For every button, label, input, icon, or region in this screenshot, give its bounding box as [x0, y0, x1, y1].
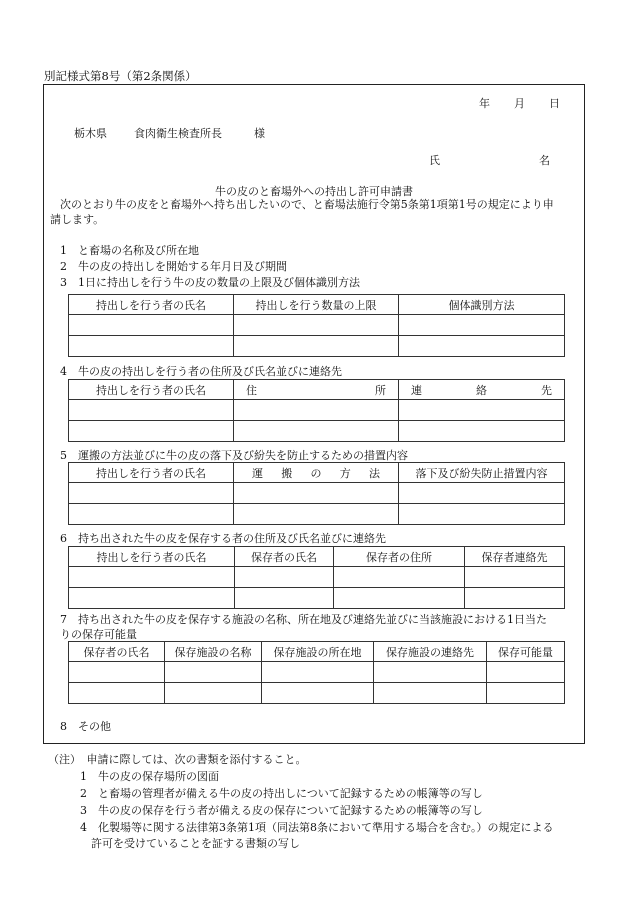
note-2: 2 と畜場の管理者が備える牛の皮の持出しについて記録するための帳簿等の写し — [80, 787, 483, 800]
table-carrier — [68, 379, 565, 442]
table-row — [69, 567, 565, 588]
date-day: 日 — [549, 97, 560, 110]
notes-header: （注） 申請に際しては、次の書類を添付すること。 — [48, 753, 307, 766]
header-cell: 運 搬 の 方 法 — [234, 463, 399, 483]
header-cell: 保存施設の所在地 — [262, 642, 374, 662]
header-cell: 住 所 — [234, 380, 399, 400]
header-cell: 連 絡 先 — [399, 380, 565, 400]
header-cell: 保存者の氏名 — [69, 642, 165, 662]
table-row — [69, 504, 565, 525]
item-6: 6 持ち出された牛の皮を保存する者の住所及び氏名並びに連絡先 — [60, 532, 386, 545]
addressee-prefecture: 栃木県 — [74, 127, 107, 140]
header-cell: 持出しを行う者の氏名 — [69, 295, 234, 315]
applicant-shi: 氏 — [429, 154, 440, 167]
header-cell: 持出しを行う者の氏名 — [69, 547, 235, 567]
table-transport — [68, 462, 565, 525]
item-8: 8 その他 — [60, 720, 111, 733]
date-year: 年 — [479, 97, 490, 110]
item-4: 4 牛の皮の持出しを行う者の住所及び氏名並びに連絡先 — [60, 365, 342, 378]
table-row — [69, 400, 565, 421]
table-keeper — [68, 546, 565, 609]
table-row — [69, 683, 565, 704]
header-cell: 保存者の氏名 — [235, 547, 334, 567]
table-row — [69, 315, 565, 336]
table-facility — [68, 641, 565, 704]
addressee-honorific: 様 — [254, 127, 265, 140]
note-1: 1 牛の皮の保存場所の図面 — [80, 770, 219, 783]
applicant-mei: 名 — [539, 154, 550, 167]
header-cell: 落下及び紛失防止措置内容 — [399, 463, 565, 483]
table-row — [69, 588, 565, 609]
addressee-office: 食肉衛生検査所長 — [134, 127, 222, 140]
note-3: 3 牛の皮の保存を行う者が備える皮の保存について記録するための帳簿等の写し — [80, 804, 483, 817]
intro-line-2: 請します。 — [50, 213, 105, 226]
document-title: 牛の皮のと畜場外への持出し許可申請書 — [215, 185, 413, 198]
header-cell: 持出しを行う者の氏名 — [69, 380, 234, 400]
intro-line-1: 次のとおり牛の皮をと畜場外へ持ち出したいので、と畜場法施行令第5条第1項第1号の規定により申 — [60, 198, 554, 211]
header-cell: 保存者連絡先 — [465, 547, 565, 567]
header-cell: 持出しを行う者の氏名 — [69, 463, 234, 483]
item-3: 3 1日に持出しを行う牛の皮の数量の上限及び個体識別方法 — [60, 276, 360, 289]
header-cell: 個体識別方法 — [399, 295, 565, 315]
item-1: 1 と畜場の名称及び所在地 — [60, 244, 199, 257]
item-7-line-2: りの保存可能量 — [60, 628, 137, 641]
item-2: 2 牛の皮の持出しを開始する年月日及び期間 — [60, 260, 287, 273]
header-cell: 保存者の住所 — [334, 547, 465, 567]
table-row — [69, 421, 565, 442]
item-7-line-1: 7 持ち出された牛の皮を保存する施設の名称、所在地及び連絡先並びに当該施設における1日当た — [60, 613, 547, 626]
header-cell: 持出しを行う数量の上限 — [234, 295, 399, 315]
table-row — [69, 662, 565, 683]
date-month: 月 — [514, 97, 525, 110]
header-cell: 保存可能量 — [487, 642, 565, 662]
table-row — [69, 483, 565, 504]
note-4-line-1: 4 化製場等に関する法律第3条第1項（同法第8条において準用する場合を含む。）の規定による — [80, 821, 554, 834]
header-cell: 保存施設の名称 — [165, 642, 262, 662]
table-quantity — [68, 294, 565, 357]
header-cell: 保存施設の連絡先 — [374, 642, 487, 662]
item-5: 5 運搬の方法並びに牛の皮の落下及び紛失を防止するための措置内容 — [60, 449, 408, 462]
form-frame — [43, 84, 585, 744]
form-label: 別記様式第8号（第2条関係） — [44, 69, 197, 83]
table-row — [69, 336, 565, 357]
note-4-line-2: 許可を受けていることを証する書類の写し — [91, 837, 300, 850]
